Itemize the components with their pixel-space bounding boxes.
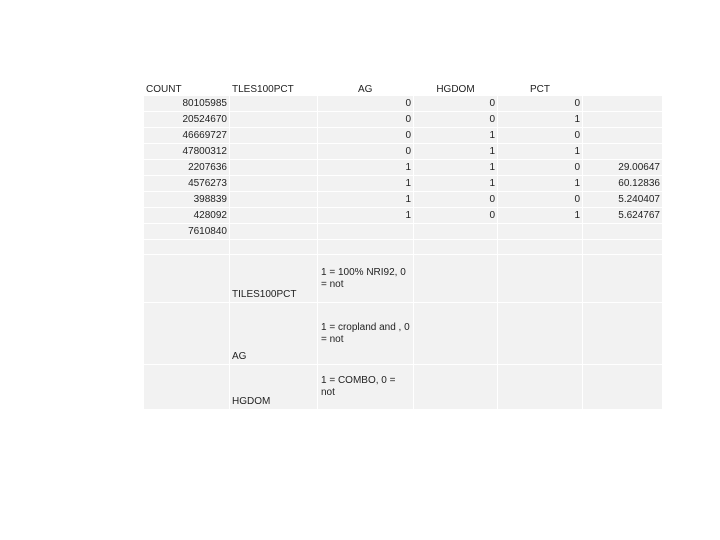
cell-flag: 0 — [498, 192, 583, 208]
cell-ag: 1 — [318, 176, 414, 192]
cell-pct — [583, 112, 663, 128]
definition-row — [144, 303, 663, 365]
cell-hgdom: 1 — [414, 128, 498, 144]
definition-row — [144, 365, 663, 410]
table-row — [144, 192, 663, 208]
cell-flag: 1 — [498, 176, 583, 192]
cell-tiles — [230, 176, 318, 192]
cell-flag: 0 — [498, 128, 583, 144]
cell-count: 398839 — [144, 192, 230, 208]
table-row — [144, 112, 663, 128]
cell-tiles — [230, 128, 318, 144]
cell-flag: 0 — [498, 160, 583, 176]
definition-label: TILES100PCT — [230, 255, 318, 303]
cell-count: 80105985 — [144, 96, 230, 112]
header-pct: PCT — [498, 79, 583, 96]
cell-tiles — [230, 192, 318, 208]
definition-row — [144, 255, 663, 303]
cell-flag: 1 — [498, 208, 583, 224]
cell-count: 20524670 — [144, 112, 230, 128]
cell-pct: 60.12836 — [583, 176, 663, 192]
total-row — [144, 224, 663, 240]
cell-pct — [583, 96, 663, 112]
definition-label: AG — [230, 303, 318, 365]
table-row — [144, 176, 663, 192]
definition-text: 1 = cropland and , 0 = not — [318, 303, 414, 365]
header-tiles: TLES100PCT — [230, 79, 318, 96]
cell-count: 428092 — [144, 208, 230, 224]
cell-flag: 1 — [498, 144, 583, 160]
cell-hgdom: 0 — [414, 112, 498, 128]
cell-hgdom: 0 — [414, 192, 498, 208]
header-count: COUNT — [144, 79, 230, 96]
table-row — [144, 144, 663, 160]
total-count: 7610840 — [144, 224, 230, 240]
cell-flag: 1 — [498, 112, 583, 128]
cell-count: 47800312 — [144, 144, 230, 160]
cell-hgdom: 0 — [414, 96, 498, 112]
cell-hgdom: 1 — [414, 176, 498, 192]
spacer-row — [144, 240, 663, 255]
cell-tiles — [230, 160, 318, 176]
cell-tiles — [230, 96, 318, 112]
cell-pct — [583, 128, 663, 144]
cell-ag: 0 — [318, 128, 414, 144]
cell-ag: 1 — [318, 160, 414, 176]
cell-tiles — [230, 208, 318, 224]
cell-hgdom: 1 — [414, 144, 498, 160]
cell-count: 46669727 — [144, 128, 230, 144]
cell-ag: 0 — [318, 144, 414, 160]
table-row — [144, 160, 663, 176]
cell-pct — [583, 144, 663, 160]
cell-tiles — [230, 144, 318, 160]
cell-pct: 5.624767 — [583, 208, 663, 224]
header-ag: AG — [318, 79, 414, 96]
cell-pct: 29.00647 — [583, 160, 663, 176]
cell-ag: 1 — [318, 208, 414, 224]
cell-count: 4576273 — [144, 176, 230, 192]
definition-text: 1 = COMBO, 0 = not — [318, 365, 414, 410]
definition-text: 1 = 100% NRI92, 0 = not — [318, 255, 414, 303]
definition-label: HGDOM — [230, 365, 318, 410]
cell-tiles — [230, 112, 318, 128]
cell-ag: 0 — [318, 96, 414, 112]
header-hgdom: HGDOM — [414, 79, 498, 96]
cell-hgdom: 0 — [414, 208, 498, 224]
table-row — [144, 208, 663, 224]
table-row — [144, 96, 663, 112]
spreadsheet-table — [143, 78, 663, 410]
cell-flag: 0 — [498, 96, 583, 112]
cell-hgdom: 1 — [414, 160, 498, 176]
cell-ag: 0 — [318, 112, 414, 128]
cell-ag: 1 — [318, 192, 414, 208]
header-row — [144, 79, 663, 96]
cell-count: 2207636 — [144, 160, 230, 176]
cell-pct: 5.240407 — [583, 192, 663, 208]
table-row — [144, 128, 663, 144]
